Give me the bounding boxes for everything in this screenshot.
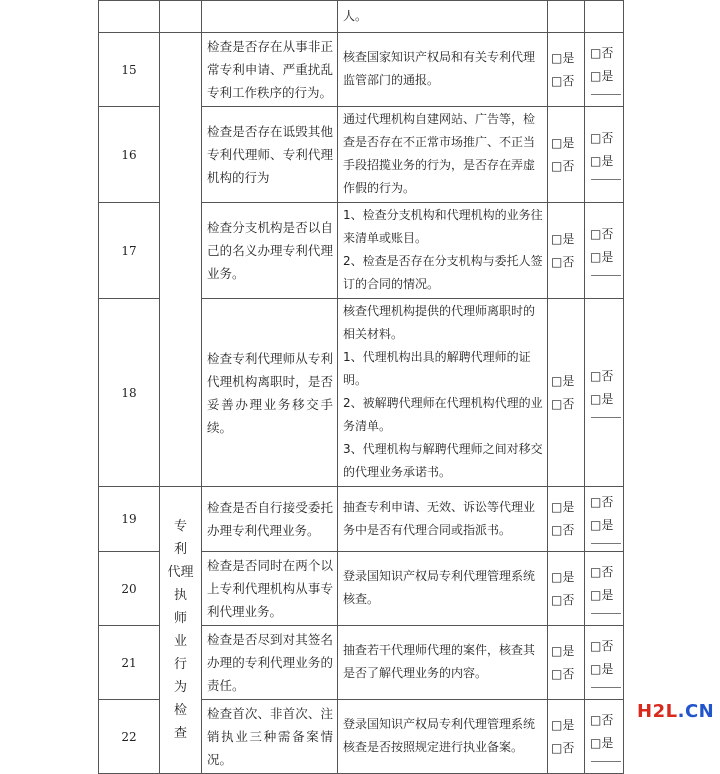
cell-method bbox=[338, 1, 548, 33]
check-method bbox=[338, 107, 548, 203]
yes-checkbox[interactable]: □是 bbox=[590, 587, 614, 602]
yes-checkbox[interactable]: □是 bbox=[551, 135, 575, 150]
check-method bbox=[338, 299, 548, 487]
yes-checkbox[interactable]: □是 bbox=[551, 717, 575, 732]
method-text: 人。 bbox=[343, 8, 368, 23]
row-number: 16 bbox=[99, 107, 160, 203]
result-cell bbox=[585, 107, 624, 203]
no-checkbox[interactable]: □否 bbox=[590, 226, 614, 241]
no-checkbox[interactable]: □否 bbox=[551, 666, 575, 681]
check-item: 检查是否存在诋毁其他专利代理师、专利代理机构的行为 bbox=[202, 107, 338, 203]
no-checkbox[interactable]: □否 bbox=[551, 254, 575, 269]
yes-checkbox[interactable]: □是 bbox=[590, 68, 614, 83]
no-checkbox[interactable]: □否 bbox=[590, 564, 614, 579]
method-line: 2、被解聘代理师在代理机构代理的业务清单。 bbox=[343, 396, 543, 433]
method-line: 1、代理机构出具的解聘代理师的证明。 bbox=[343, 350, 531, 387]
yes-no-cell bbox=[548, 203, 585, 299]
yes-no-cell bbox=[548, 487, 585, 552]
result-cell bbox=[585, 487, 624, 552]
no-checkbox[interactable]: □否 bbox=[590, 638, 614, 653]
row-number: 21 bbox=[99, 626, 160, 700]
check-method bbox=[338, 203, 548, 299]
category-cell bbox=[160, 487, 202, 774]
no-checkbox[interactable]: □否 bbox=[551, 396, 575, 411]
cell-no bbox=[99, 1, 160, 33]
check-item: 检查首次、非首次、注销执业三种需备案情况。 bbox=[202, 700, 338, 774]
check-method bbox=[338, 487, 548, 552]
category-line: 代理执 bbox=[167, 565, 194, 603]
row-number: 22 bbox=[99, 700, 160, 774]
no-checkbox[interactable]: □否 bbox=[590, 495, 614, 509]
cell-category-empty bbox=[160, 33, 202, 487]
row-number: 20 bbox=[99, 552, 160, 626]
logo-letter: L bbox=[665, 701, 678, 722]
yes-checkbox[interactable]: □是 bbox=[590, 661, 614, 676]
result-cell bbox=[585, 203, 624, 299]
check-item: 检查是否尽到对其签名办理的专利代理业务的责任。 bbox=[202, 626, 338, 700]
remark-line bbox=[591, 687, 621, 688]
check-item: 检查是否自行接受委托办理专利代理业务。 bbox=[202, 487, 338, 552]
yes-no-cell bbox=[548, 107, 585, 203]
yes-no-cell bbox=[548, 700, 585, 774]
remark-line bbox=[591, 543, 621, 544]
table-row-continuation bbox=[99, 1, 624, 33]
cell-result bbox=[585, 1, 624, 33]
yes-checkbox[interactable]: □是 bbox=[590, 391, 614, 406]
yes-checkbox[interactable]: □是 bbox=[590, 249, 614, 264]
method-line: 核查代理机构提供的代理师离职时的相关材料。 bbox=[343, 304, 536, 341]
result-cell bbox=[585, 552, 624, 626]
no-checkbox[interactable]: □否 bbox=[590, 368, 614, 383]
no-checkbox[interactable]: □否 bbox=[551, 158, 575, 173]
yes-no-cell bbox=[548, 33, 585, 107]
remark-line bbox=[591, 275, 621, 276]
result-cell bbox=[585, 626, 624, 700]
check-item: 检查是否存在从事非正常专利申请、严重扰乱专利工作秩序的行为。 bbox=[202, 33, 338, 107]
logo-letter: CN bbox=[684, 701, 715, 722]
cell-item bbox=[202, 1, 338, 33]
yes-checkbox[interactable]: □是 bbox=[551, 500, 575, 514]
cell-yesno bbox=[548, 1, 585, 33]
logo-letter: 2 bbox=[652, 701, 666, 722]
check-method bbox=[338, 626, 548, 700]
yes-checkbox[interactable]: □是 bbox=[551, 50, 575, 65]
category-line: 师 业 bbox=[173, 611, 201, 649]
yes-checkbox[interactable]: □是 bbox=[590, 518, 614, 532]
check-item: 检查分支机构是否以自己的名义办理专利代理业务。 bbox=[202, 203, 338, 299]
method-line: 登录国知识产权局专利代理管理系统核查。 bbox=[343, 569, 536, 606]
yes-checkbox[interactable]: □是 bbox=[551, 231, 575, 246]
row-number: 15 bbox=[99, 33, 160, 107]
method-line: 抽查若干代理师代理的案件，核查其是否了解代理业务的内容。 bbox=[343, 643, 536, 680]
yes-checkbox[interactable]: □是 bbox=[551, 569, 575, 584]
logo-letter: . bbox=[677, 701, 685, 722]
check-item: 检查是否同时在两个以上专利代理机构从事专利代理业务。 bbox=[202, 552, 338, 626]
result-cell bbox=[585, 33, 624, 107]
row-number: 17 bbox=[99, 203, 160, 299]
method-line: 抽查专利申请、无效、诉讼等代理业务中是否有代理合同或指派书。 bbox=[343, 499, 536, 537]
no-checkbox[interactable]: □否 bbox=[551, 73, 575, 88]
site-watermark-logo bbox=[637, 701, 714, 722]
no-checkbox[interactable]: □否 bbox=[590, 45, 614, 60]
yes-checkbox[interactable]: □是 bbox=[551, 373, 575, 388]
yes-checkbox[interactable]: □是 bbox=[590, 735, 614, 750]
remark-line bbox=[591, 761, 621, 762]
check-item: 检查专利代理师从专利代理机构离职时，是否妥善办理业务移交手续。 bbox=[202, 299, 338, 487]
remark-line bbox=[591, 417, 621, 418]
remark-line bbox=[591, 613, 621, 614]
method-line: 核查国家知识产权局和有关专利代理监管部门的通报。 bbox=[343, 50, 536, 87]
no-checkbox[interactable]: □否 bbox=[551, 523, 575, 537]
no-checkbox[interactable]: □否 bbox=[551, 740, 575, 755]
table-row bbox=[99, 33, 624, 107]
row-number: 18 bbox=[99, 299, 160, 487]
inspection-table bbox=[98, 0, 624, 774]
method-line: 2、检查是否存在分支机构与委托人签订的合同的情况。 bbox=[343, 254, 543, 291]
cell-category bbox=[160, 1, 202, 33]
result-cell bbox=[585, 700, 624, 774]
method-line: 登录国知识产权局专利代理管理系统核查是否按照规定进行执业备案。 bbox=[343, 717, 536, 754]
check-method bbox=[338, 552, 548, 626]
yes-no-cell bbox=[548, 299, 585, 487]
category-line: 检 查 bbox=[173, 703, 201, 741]
yes-no-cell bbox=[548, 626, 585, 700]
method-line: 通过代理机构自建网站、广告等，检查是否存在不正常市场推广、不正当手段招揽业务的行为，是否存在弄虚作假的行为。 bbox=[343, 112, 536, 195]
no-checkbox[interactable]: □否 bbox=[551, 592, 575, 607]
yes-checkbox[interactable]: □是 bbox=[551, 643, 575, 658]
yes-no-cell bbox=[548, 552, 585, 626]
result-cell bbox=[585, 299, 624, 487]
method-line: 1、检查分支机构和代理机构的业务往来清单或账目。 bbox=[343, 208, 543, 245]
check-method bbox=[338, 33, 548, 107]
method-line: 3、代理机构与解聘代理师之间对移交的代理业务承诺书。 bbox=[343, 442, 543, 479]
table-row bbox=[99, 487, 624, 552]
check-method bbox=[338, 700, 548, 774]
no-checkbox[interactable]: □否 bbox=[590, 712, 614, 727]
category-line: 行 为 bbox=[173, 657, 201, 695]
yes-checkbox[interactable]: □是 bbox=[590, 153, 614, 168]
row-number: 19 bbox=[99, 487, 160, 552]
remark-line bbox=[591, 179, 621, 180]
remark-line bbox=[591, 94, 621, 95]
logo-letter: H bbox=[637, 701, 653, 722]
category-line: 专 利 bbox=[173, 519, 201, 557]
no-checkbox[interactable]: □否 bbox=[590, 130, 614, 145]
